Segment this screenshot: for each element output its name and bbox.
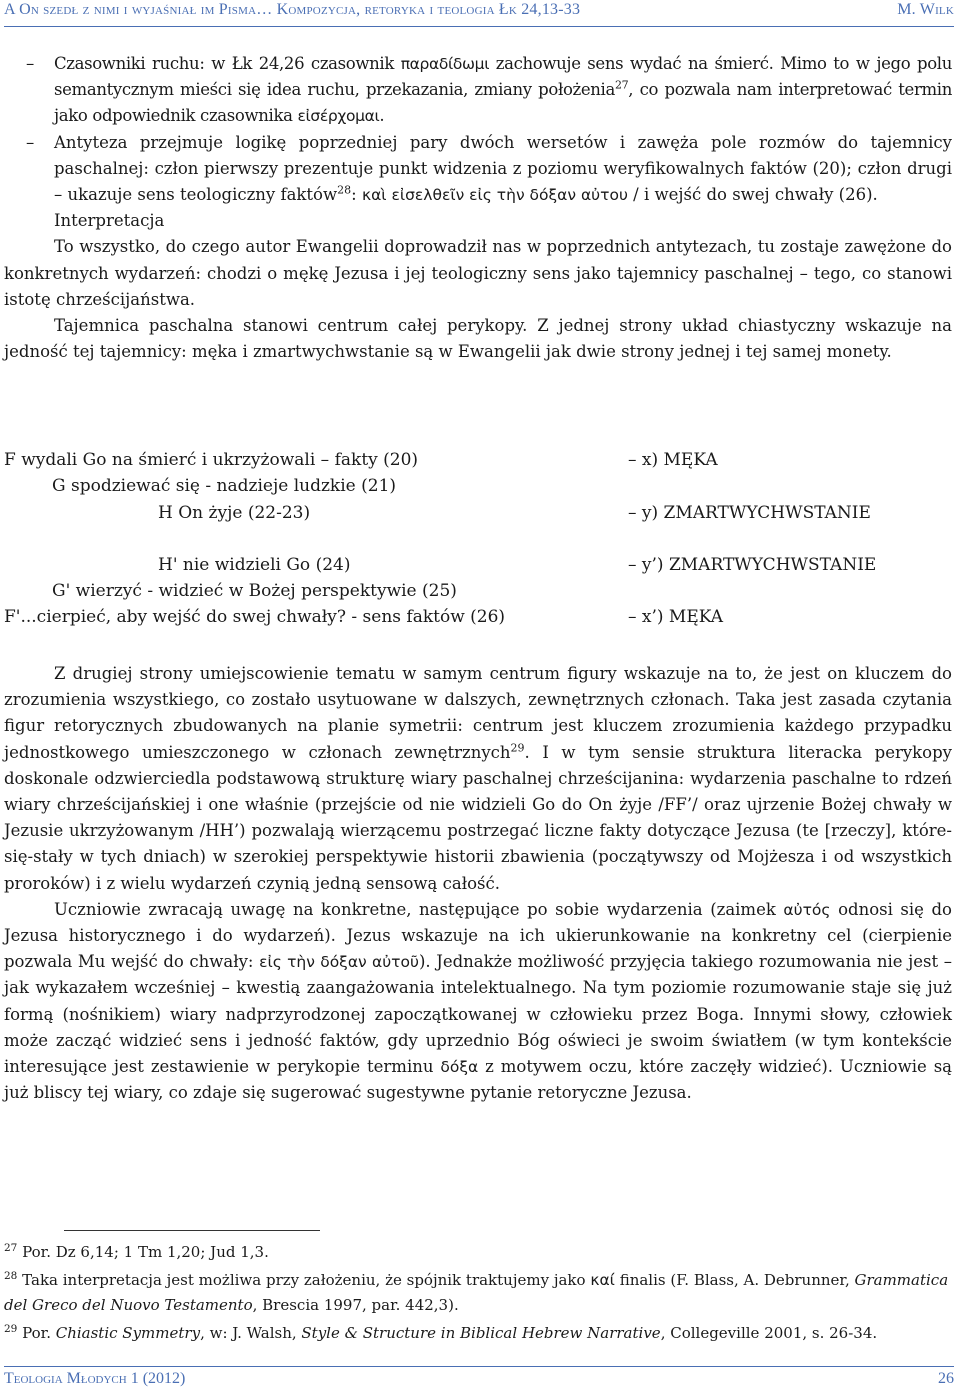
dash-item-verbs: – Czasowniki ruchu: w Łk 24,26 czasownik παραδίδωμι zachowuje sens wydać na śmierć. Mimo to w jego polu semantycznym mieści się idea ruchu, przekazania, zmiany położenia$^{27}$, co pozwala nam interpretować termin jako odpowiednik czasownika εἰσέρχομαι.	[26, 54, 952, 126]
chiasm-member-h-prime: H' nie widzieli Go (24)	[158, 555, 351, 575]
running-header	[4, 1, 954, 23]
chiasm-row	[4, 476, 952, 502]
chiasm-label-y-prime: – y’) ZMARTWYCHWSTANIE	[628, 555, 877, 575]
greek-term: καί	[590, 1271, 615, 1289]
book-title: Grammatica del Greco del Nuovo Testamento	[4, 1271, 949, 1314]
section-heading: Interpretacja	[54, 211, 165, 231]
page-number: 26	[938, 1370, 954, 1387]
footnote-ref: 28	[337, 183, 352, 197]
footnote-number: 27	[4, 1242, 18, 1254]
main-text-continued	[4, 661, 952, 1106]
book-title: Style & Structure in Biblical Hebrew Narrative	[301, 1324, 661, 1342]
paragraph: Uczniowie zwracają uwagę na konkretne, następujące po sobie wydarzenia (zaimek αὐτός odnosi się do Jezusa historycznego i do wydarzeń). Jezus wskazuje na ich ukierunkowanie na konkretny cel (cierpienie pozwala Mu wejść do chwały: εἰς τὴν δόξαν αὐτοῦ). Jednakże możliwość przyjęcia takiego rozumowania nie jest – jak wykazałem wcześniej – kwestią zaangażowania intelektualnego. Na tym poziomie rozumowanie staje się już formą (nośnikiem) wiary nadprzyrodzonej zapoczątkowanej w człowieku przez Boga. Innymi słowy, człowiek może zacząć widzieć sens i jedność faktów, gdy uprzednio Bóg oświeci je swoim światłem (w tym kontekście interesujące jest zestawienie w perykopie terminu δόξα z motywem oczu, które zaczęły widzieć). Uczniowie są już bliscy tej wiary, co zdaje się sugerować sugestywne pytanie retoryczne Jezusa.	[4, 899, 952, 1103]
footnote: $^{29}$ Por. Chiastic Symmetry, w: J. Walsh, Style & Structure in Biblical Hebrew Narrative, Collegeville 2001, s. 26-34.	[4, 1323, 878, 1342]
footnotes	[4, 1240, 952, 1349]
header-rule	[4, 26, 954, 27]
footnote: $^{28}$ Taka interpretacja jest możliwa przy założeniu, że spójnik traktujemy jako καί finalis (F. Blass, A. Debrunner, Grammatica del Greco del Nuovo Testamento, Brescia 1997, par. 442,3).	[4, 1270, 949, 1314]
greek-term: αὐτός	[783, 900, 831, 919]
running-footer	[4, 1370, 954, 1392]
footer-rule	[4, 1366, 954, 1367]
header-author: M. Wilk	[897, 1, 954, 18]
paragraph: Tajemnica paschalna stanowi centrum całej perykopy. Z jednej strony układ chiastyczny wskazuje na jedność tej tajemnicy: męka i zmartwychwstanie są w Ewangelii jak dwie strony jednej i tej samej monety.	[4, 316, 952, 362]
greek-phrase: εἰς τὴν δόξαν αὐτοῦ	[259, 953, 419, 972]
main-text	[4, 51, 952, 365]
footnote-separator	[64, 1230, 320, 1231]
chiasm-member-g: G spodziewać się - nadzieje ludzkie (21)	[52, 476, 397, 496]
greek-term: παραδίδωμι	[400, 55, 490, 73]
paragraph: To wszystko, do czego autor Ewangelii doprowadził nas w poprzednich antytezach, tu zostaje zawężone do konkretnych wydarzeń: chodzi o mękę Jezusa i jej teologiczny sens jako tajemnicy paschalnej – tego, co stanowi istotę chrześcijaństwa.	[4, 237, 952, 309]
chiasm-member-f-prime: F'...cierpieć, aby wejść do swej chwały? - sens faktów (26)	[4, 607, 506, 627]
chiasm-row	[4, 555, 952, 581]
footnote-ref: 27	[614, 78, 629, 92]
footnote-number: 28	[4, 1270, 18, 1282]
journal-name: Teologia Młodych 1 (2012)	[4, 1370, 186, 1387]
footnote: $^{27}$ Por. Dz 6,14; 1 Tm 1,20; Jud 1,3.	[4, 1242, 269, 1261]
article-title: Chiastic Symmetry	[55, 1324, 201, 1342]
chiasm-label-x-prime: – x’) MĘKA	[628, 607, 724, 627]
greek-term: εἰσέρχομαι	[297, 107, 380, 126]
dash-item-antithesis: – Antyteza przejmuje logikę poprzedniej pary dwóch wersetów i zawęża pole rozmów do tajemnicy paschalnej: człon pierwszy prezentuje punkt widzenia z poziomu weryfikowalnych faktów (20); człon drugi – ukazuje sens teologiczny faktów$^{28}$: καὶ εἰσελθεῖν εἰς τὴν δόξαν αὐτου / i wejść do swej chwały (26).	[26, 132, 952, 205]
footnote-ref: 29	[510, 741, 525, 755]
greek-phrase: καὶ εἰσελθεῖν εἰς τὴν δόξαν αὐτου	[361, 186, 628, 205]
chiasm-row	[4, 503, 952, 529]
paragraph: Z drugiej strony umiejscowienie tematu w samym centrum figury wskazuje na to, że jest on kluczem do zrozumienia wszystkiego, co zostało usytuowane w dalszych, zewnętrznych członach. Taka jest zasada czytania figur retorycznych zbudowanych na planie symetrii: centrum jest kluczem zrozumienia każdego przypadku jednostkowego umieszczonego w członach zewnętrznych$^{29}$. I w tym sensie struktura literacka perykopy doskonale odzwierciedla podstawową strukturę wiary paschalnej chrześcijanina: wydarzenia paschalne to rdzeń wiary chrześcijańskiej i one właśnie (przejście od nie widzieli Go do On żyje /FF’/ oraz ujrzenie Bożej chwały w Jezusie ukrzyżowanym /HH’) pozwalają wierzącemu postrzegać liczne fakty dotyczące Jezusa (te [rzeczy], które-się-stały w tych dniach) w szerokiej perspektywie historii zbawienia (początywszy od Mojżesza i od wszystkich proroków) i z wielu wydarzeń czynią jedną sensową całość.	[4, 664, 952, 893]
chiasm-member-f: F wydali Go na śmierć i ukrzyżowali – fakty (20)	[4, 450, 419, 470]
chiasm-label-y: – y) ZMARTWYCHWSTANIE	[628, 503, 871, 523]
header-title: A On szedł z nimi i wyjaśniał im Pisma… Kompozycja, retoryka i teologia Łk 24,13-33	[4, 1, 581, 18]
chiasm-row	[4, 581, 952, 607]
chiasm-label-x: – x) MĘKA	[628, 450, 718, 470]
footnote-number: 29	[4, 1323, 18, 1335]
greek-term: δόξα	[440, 1058, 479, 1077]
chiasm-member-g-prime: G' wierzyć - widzieć w Bożej perspektywie (25)	[52, 581, 457, 601]
chiasm-row	[4, 607, 952, 633]
chiasm-member-h: H On żyje (22-23)	[158, 503, 311, 523]
chiasm-row	[4, 450, 952, 476]
